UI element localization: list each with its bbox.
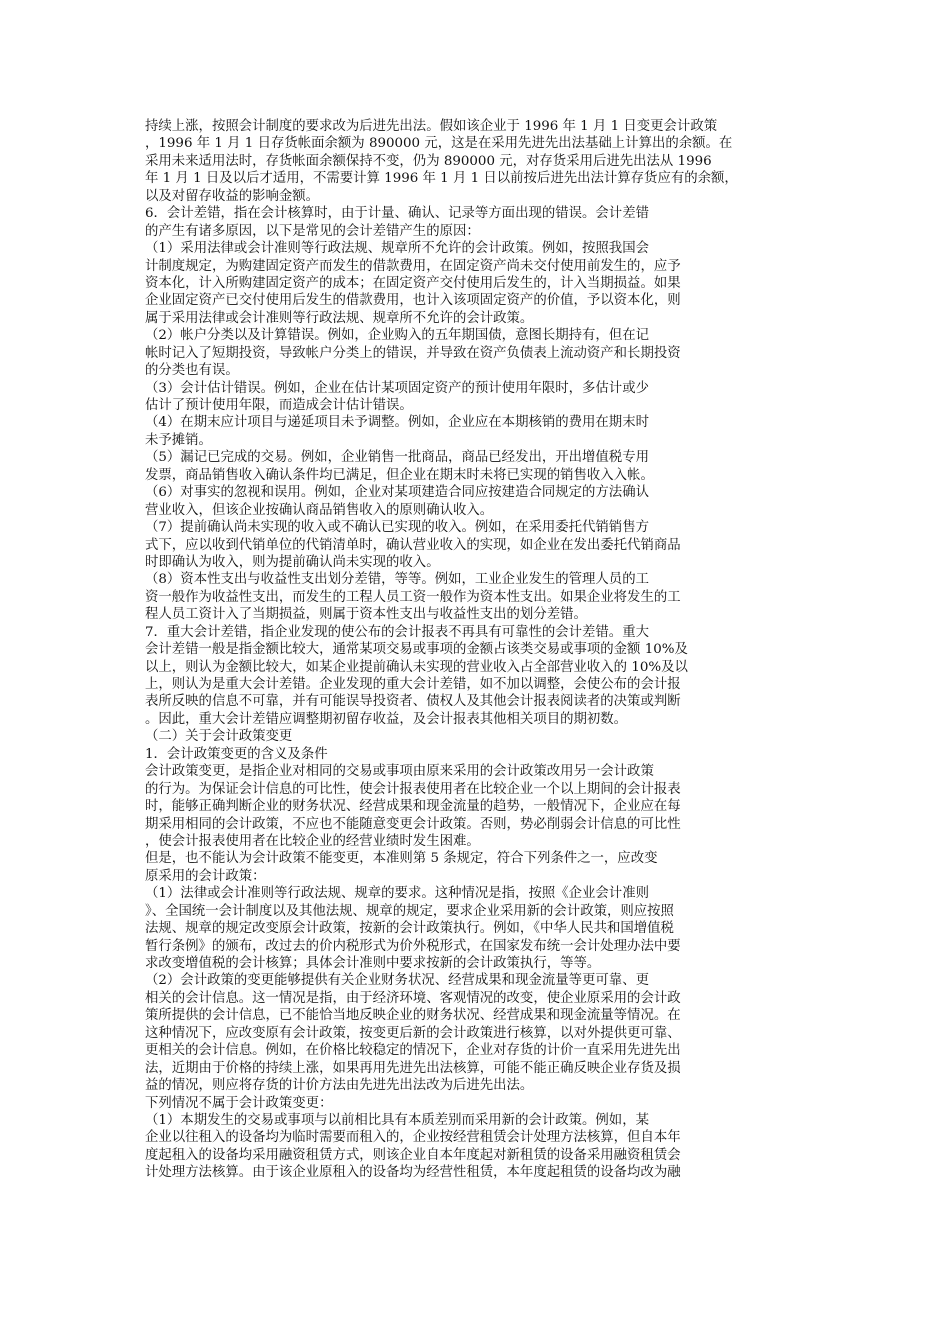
text-line: 策所提供的会计信息，已不能恰当地反映企业的财务状况、经营成果和现金流量等情况。在 — [145, 1008, 681, 1024]
text-line: 式下，应以收到代销单位的代销清单时，确认营业收入的实现，如企业在发出委托代销商品 — [145, 537, 681, 553]
text-line: （3）会计估计错误。例如，企业在估计某项固定资产的预计使用年限时，多估计或少 — [145, 380, 649, 396]
text-line: （1）采用法律或会计准则等行政法规、规章所不允许的会计政策。例如，按照我国会 — [145, 241, 649, 257]
text-line: 会计政策变更，是指企业对相同的交易或事项由原来采用的会计政策改用另一会计政策 — [145, 764, 654, 780]
text-line: （6）对事实的忽视和误用。例如，企业对某项建造合同应按建造合同规定的方法确认 — [145, 485, 649, 501]
text-line: （5）漏记已完成的交易。例如，企业销售一批商品，商品已经发出，开出增值税专用 — [145, 450, 649, 466]
text-line: 这种情况下，应改变原有会计政策，按变更后新的会计政策进行核算，以对外提供更可靠、 — [145, 1025, 681, 1041]
text-line: 持续上涨，按照会计制度的要求改为后进先出法。假如该企业于 1996 年 1 月 1 日变更会计政策 — [145, 119, 718, 134]
text-line: 资一般作为收益性支出，而发生的工程人员工资一般作为资本性支出。如果企业将发生的工 — [145, 589, 681, 605]
text-line: 营业收入，但该企业按确认商品销售收入的原则确认收入。 — [145, 502, 494, 518]
text-line: 原采用的会计政策： — [145, 868, 266, 884]
text-line: 6．会计差错，指在会计核算时，由于计量、确认、记录等方面出现的错误。会计差错 — [145, 206, 649, 222]
text-line: ，使会计报表使用者在比较企业的经营业绩时发生困难。 — [145, 833, 480, 849]
text-line: （1）本期发生的交易或事项与以前相比具有本质差别而采用新的会计政策。例如，某 — [145, 1112, 649, 1128]
text-line: 求改变增值税的会计核算；具体会计准则中要求按新的会计政策执行，等等。 — [145, 956, 601, 971]
text-line: （2）帐户分类以及计算错误。例如，企业购入的五年期国债，意图长期持有，但在记 — [145, 328, 649, 344]
text-line: 但是，也不能认为会计政策不能变更，本准则第 5 条规定，符合下列条件之一，应改变 — [145, 851, 658, 867]
text-line: 更相关的会计信息。例如，在价格比较稳定的情况下，企业对存货的计价一直采用先进先出 — [145, 1043, 681, 1059]
text-line: 时，能够正确判断企业的财务状况、经营成果和现金流量的趋势，一般情况下，企业应在每 — [145, 799, 681, 815]
text-line: 。因此，重大会计差错应调整期初留存收益，及会计报表其他相关项目的期初数。 — [145, 711, 628, 727]
text-line: （7）提前确认尚未实现的收入或不确认已实现的收入。例如，在采用委托代销销售方 — [145, 520, 649, 536]
text-line: 发票，商品销售收入确认条件均已满足，但企业在期末时未将已实现的销售收入入帐。 — [145, 467, 654, 483]
text-line: 未予摊销。 — [145, 432, 212, 448]
text-line: 益的情况，则应将存货的计价方法由先进先出法改为后进先出法。 — [145, 1078, 534, 1094]
text-line: ，1996 年 1 月 1 日存货帐面余额为 890000 元，这是在采用先进先出法基础上计算出的余额。在 — [145, 136, 733, 152]
text-line: 资本化，计入所购建固定资产的成本；在固定资产交付使用后发生的，计入当期损益。如果 — [145, 275, 681, 291]
text-line: （2）会计政策的变更能够提供有关企业财务状况、经营成果和现金流量等更可靠、更 — [145, 973, 649, 989]
text-line: 法规、规章的规定改变原会计政策，按新的会计政策执行。例如，《中华人民共和国增值税 — [145, 921, 674, 937]
text-line: 1．会计政策变更的含义及条件 — [145, 746, 328, 762]
text-line: 暂行条例》的颁布，改过去的价内税形式为价外税形式，在国家发布统一会计处理办法中要 — [145, 938, 681, 954]
text-line: 采用未来适用法时，存货帐面余额保持不变，仍为 890000 元，对存货采用后进先出法从 1996 — [145, 153, 712, 169]
text-line: 时即确认为收入，则为提前确认尚未实现的收入。 — [145, 554, 440, 570]
text-line: 会计差错一般是指金额比较大，通常某项交易或事项的金额占该类交易或事项的金额 10%及 — [145, 642, 688, 658]
text-line: 计处理方法核算。由于该企业原租入的设备均为经营性租赁，本年度起租赁的设备均改为融 — [145, 1165, 681, 1181]
text-line: 程人员工资计入了当期损益，则属于资本性支出与收益性支出的划分差错。 — [145, 607, 587, 623]
text-line: 表所反映的信息不可靠，并有可能误导投资者、债权人及其他会计报表阅读者的决策或判断 — [145, 694, 681, 710]
text-line: 以及对留存收益的影响金额。 — [145, 188, 320, 204]
text-line: 上，则认为是重大会计差错。企业发现的重大会计差错，如不加以调整，会使公布的会计报 — [145, 677, 681, 692]
text-line: 以上，则认为金额比较大，如某企业提前确认未实现的营业收入占全部营业收入的 10%及以 — [145, 659, 688, 675]
text-line: 企业固定资产已交付使用后发生的借款费用，也计入该项固定资产的价值，予以资本化，则 — [145, 293, 681, 309]
text-line: （二）关于会计政策变更 — [145, 729, 293, 745]
text-line: 下列情况不属于会计政策变更： — [145, 1095, 333, 1111]
text-line: 计制度规定，为购建固定资产而发生的借款费用，在固定资产尚未交付使用前发生的，应予 — [145, 258, 681, 274]
text-line: 度起租入的设备均采用融资租赁方式，则该企业自本年度起对新租赁的设备采用融资租赁会 — [145, 1147, 681, 1163]
text-line: 的产生有诸多原因，以下是常见的会计差错产生的原因： — [145, 223, 480, 239]
text-line: 7．重大会计差错，指企业发现的使公布的会计报表不再具有可靠性的会计差错。重大 — [145, 624, 649, 640]
text-line: （1）法律或会计准则等行政法规、规章的要求。这种情况是指，按照《企业会计准则 — [145, 886, 649, 902]
text-line: 相关的会计信息。这一情况是指，由于经济环境、客观情况的改变，使企业原采用的会计政 — [145, 990, 681, 1006]
text-line: （8）资本性支出与收益性支出划分差错，等等。例如，工业企业发生的管理人员的工 — [145, 572, 649, 588]
text-line: 》、全国统一会计制度以及其他法规、规章的规定，要求企业采用新的会计政策，则应按照 — [145, 903, 674, 919]
text-line: （4）在期末应计项目与递延项目未予调整。例如，企业应在本期核销的费用在期末时 — [145, 415, 649, 431]
text-line: 属于采用法律或会计准则等行政法规、规章所不允许的会计政策。 — [145, 310, 534, 326]
text-line: 期采用相同的会计政策，不应也不能随意变更会计政策。否则，势必削弱会计信息的可比性 — [145, 816, 681, 832]
text-line: 法，近期由于价格的持续上涨，如果再用先进先出法核算，可能不能正确反映企业存货及损 — [145, 1060, 681, 1076]
text-line: 帐时记入了短期投资，导致帐户分类上的错误，并导致在资产负债表上流动资产和长期投资 — [145, 345, 681, 361]
document-body — [145, 118, 813, 1182]
text-line: 的行为。为保证会计信息的可比性，使会计报表使用者在比较企业一个以上期间的会计报表 — [145, 781, 681, 797]
text-line: 估计了预计使用年限，而造成会计估计错误。 — [145, 398, 413, 413]
text-line: 年 1 月 1 日及以后才适用，不需要计算 1996 年 1 月 1 日以前按后进先出法计算存货应有的余额， — [145, 171, 738, 187]
text-line: 的分类也有误。 — [145, 363, 239, 379]
text-line: 企业以往租入的设备均为临时需要而租入的，企业按经营租赁会计处理方法核算，但自本年 — [145, 1130, 681, 1146]
